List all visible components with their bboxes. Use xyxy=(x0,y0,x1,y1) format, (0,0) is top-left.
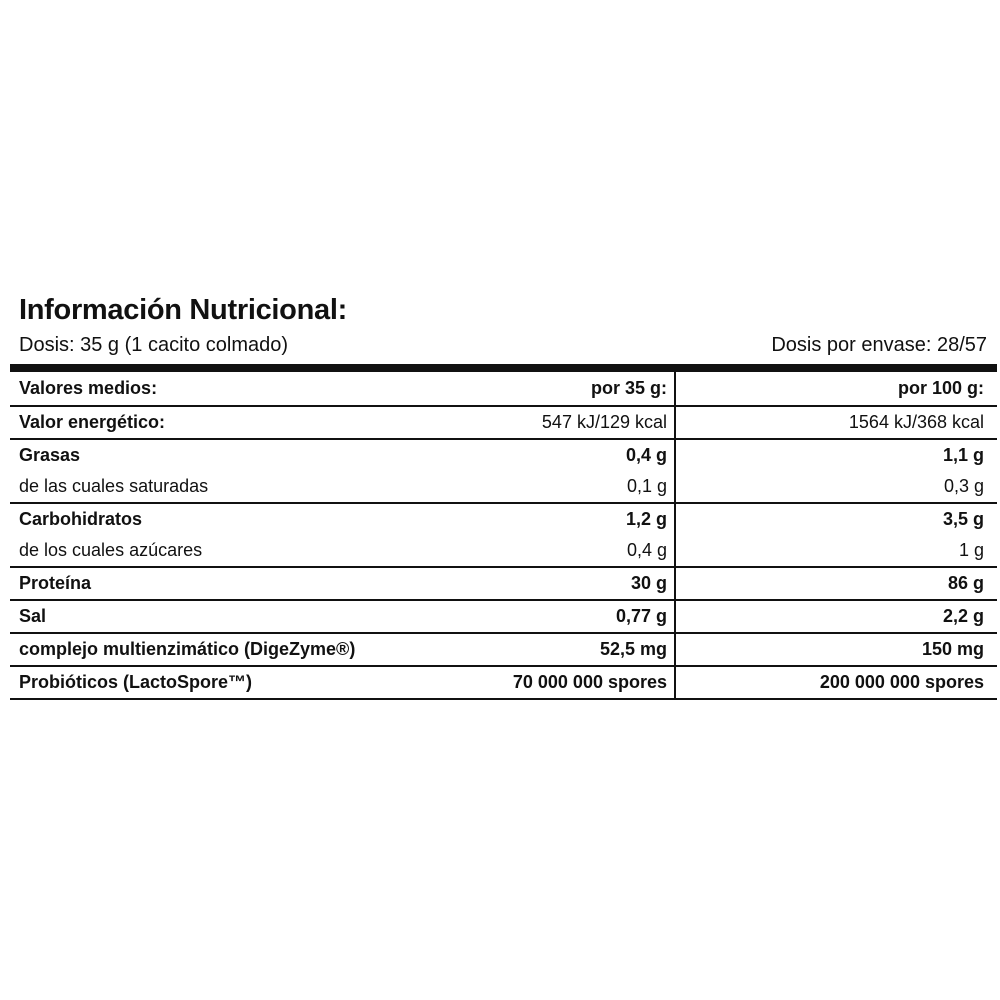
row-label: de los cuales azúcares xyxy=(10,535,405,567)
row-label: Proteína xyxy=(10,567,405,600)
row-value-per-100g: 2,2 g xyxy=(675,600,997,633)
row-value-per-100g: 0,3 g xyxy=(675,471,997,503)
row-label: Carbohidratos xyxy=(19,509,143,529)
table-row xyxy=(10,471,997,503)
row-value-per-serving: 30 g xyxy=(405,567,675,600)
row-label: Probióticos (LactoSpore™) xyxy=(10,666,405,699)
table-row xyxy=(10,439,997,471)
dose-text: Dosis: 35 g (1 cacito colmado) xyxy=(19,334,289,356)
row-label: Grasas xyxy=(19,445,81,465)
header-per-100g: por 100 g: xyxy=(675,372,997,406)
header-per-serving: por 35 g: xyxy=(405,372,675,406)
nutrition-panel xyxy=(10,290,997,700)
row-value-per-serving: 52,5 mg xyxy=(405,633,675,666)
row-label: Valor energético: xyxy=(10,406,405,439)
row-value-per-100g: 1 g xyxy=(675,535,997,567)
table-row xyxy=(10,535,997,567)
panel-title: Información Nutricional: xyxy=(19,294,347,326)
row-value-per-serving: 0,1 g xyxy=(405,471,675,503)
header-label: Valores medios: xyxy=(10,372,405,406)
row-label: de las cuales saturadas xyxy=(10,471,405,503)
row-label: complejo multienzimático (DigeZyme®) xyxy=(10,633,405,666)
row-label: Sal xyxy=(10,600,405,633)
table-row xyxy=(10,503,997,535)
dose-row xyxy=(10,330,997,364)
doses-per-container: Dosis por envase: 28/57 xyxy=(771,334,987,356)
row-value-per-serving: 0,4 g xyxy=(625,445,667,465)
row-value-per-100g: 150 mg xyxy=(675,633,997,666)
table-row xyxy=(10,567,997,600)
row-value-per-serving: 1,2 g xyxy=(625,509,667,529)
row-value-per-serving: 0,77 g xyxy=(405,600,675,633)
row-value-per-100g: 1564 kJ/368 kcal xyxy=(675,406,997,439)
table-header-row xyxy=(10,372,997,406)
row-value-per-100g: 1,1 g xyxy=(675,439,997,471)
table-row xyxy=(10,406,997,439)
table-row xyxy=(10,600,997,633)
row-value-per-serving: 547 kJ/129 kcal xyxy=(405,406,675,439)
thick-rule xyxy=(10,364,997,372)
nutrition-table xyxy=(10,372,997,700)
row-value-per-serving: 70 000 000 spores xyxy=(405,666,675,699)
table-row xyxy=(10,633,997,666)
row-value-per-100g: 3,5 g xyxy=(675,503,997,535)
row-value-per-100g: 86 g xyxy=(675,567,997,600)
row-value-per-serving: 0,4 g xyxy=(405,535,675,567)
row-value-per-100g: 200 000 000 spores xyxy=(675,666,997,699)
table-row xyxy=(10,666,997,699)
